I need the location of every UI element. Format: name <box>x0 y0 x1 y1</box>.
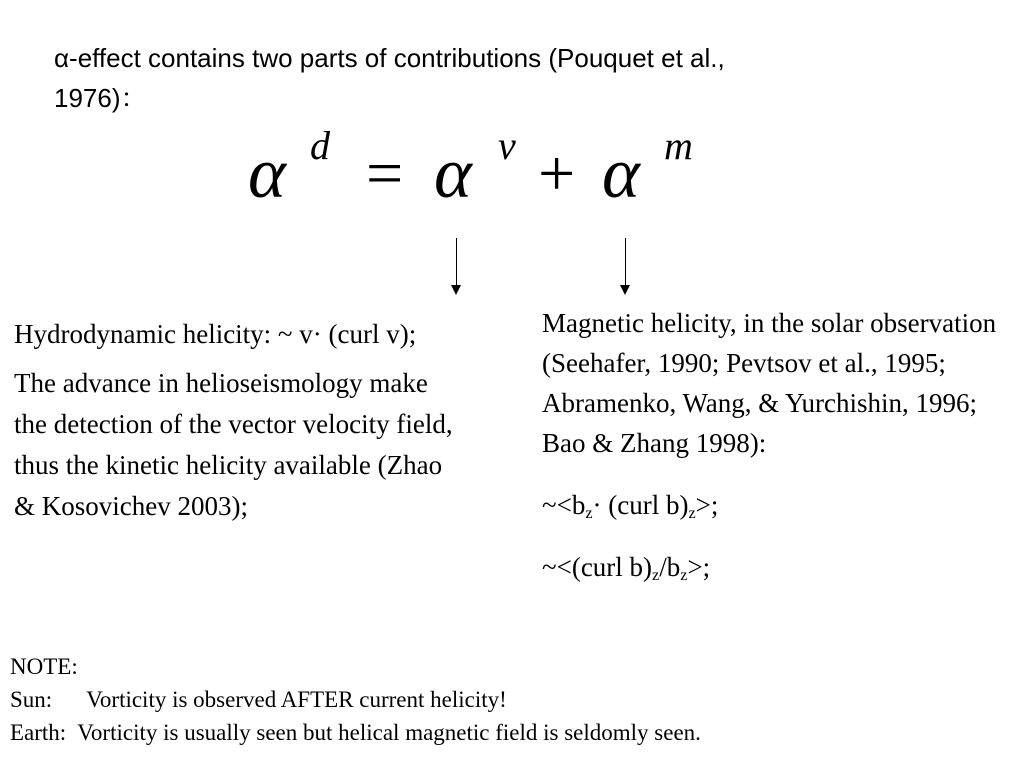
alpha-v-symbol: α <box>434 133 472 213</box>
superscript-m: m <box>664 123 693 168</box>
alpha-d-symbol: α <box>248 133 286 213</box>
hydrodynamic-helicity-text <box>14 314 534 527</box>
heading-line-1: α-effect contains two parts of contributions (Pouquet et al., <box>54 43 725 73</box>
alpha-m-symbol: α <box>602 133 640 213</box>
note-earth: Earth: Vorticity is usually seen but helical magnetic field is seldomly seen. <box>10 720 701 745</box>
formula-curl-b-over-bz: ~<(curl $b)_z/b_z>$; <box>542 552 711 585</box>
equals-sign: = <box>366 137 404 210</box>
helioseismology-paragraph: The advance in helioseismology make the detection of the vector velocity field, thus the kinetic helicity available (Zhao & Kosovichev 2003); <box>14 368 453 521</box>
heading-line-2: 1976)： <box>54 83 147 113</box>
magnetic-helicity-paragraph: Magnetic helicity, in the solar observation (Seehafer, 1990; Pevtsov et al., 1995; Abramenko, Wang, & Yurchishin, 1996; Bao & Zhang 1998): <box>542 308 997 458</box>
note-title: NOTE: <box>10 654 78 679</box>
magnetic-helicity-text <box>542 303 1022 587</box>
plus-sign: + <box>538 137 576 210</box>
note-section <box>10 650 1010 749</box>
hydrodynamic-helicity-formula: Hydrodynamic helicity: ~ v· (curl v); <box>14 319 417 349</box>
note-sun: Sun: Vorticity is observed AFTER current helicity! <box>10 687 507 712</box>
superscript-d: d <box>310 123 330 168</box>
alpha-equation <box>248 122 768 222</box>
formula-bz-curl-b: $\sim<b_z\cdot$ (curl $b)_z>$; <box>542 490 719 523</box>
superscript-v: v <box>498 123 516 168</box>
slide-heading <box>54 38 934 118</box>
